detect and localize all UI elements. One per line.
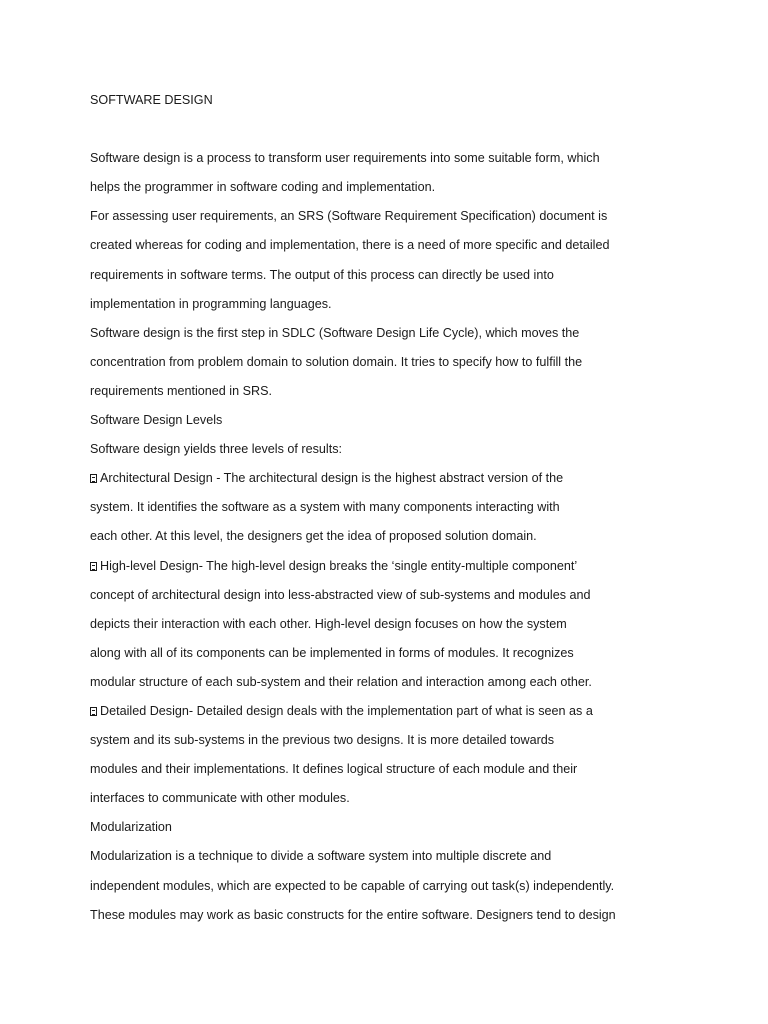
text-line: requirements mentioned in SRS.: [90, 383, 273, 398]
text-line: Software design is a process to transform user requirements into some suitable form, which: [90, 151, 600, 166]
missing-glyph-bullet-icon: [90, 474, 97, 483]
text-line: concept of architectural design into less-abstracted view of sub-systems and modules and: [90, 587, 591, 602]
text-line: Software design is the first step in SDLC (Software Design Life Cycle), which moves the: [90, 325, 580, 340]
text-line: For assessing user requirements, an SRS (Software Requirement Specification) document is: [90, 209, 608, 224]
text-line: modules and their implementations. It defines logical structure of each module and their: [90, 762, 578, 777]
text-line: each other. At this level, the designers get the idea of proposed solution domain.: [90, 529, 537, 544]
text-line: interfaces to communicate with other modules.: [90, 791, 350, 806]
bullet-line: [90, 697, 650, 726]
document-body: [90, 86, 650, 930]
text-line: requirements in software terms. The output of this process can directly be used into: [90, 267, 554, 282]
text-line: Software design yields three levels of results:: [90, 442, 342, 457]
missing-glyph-bullet-icon: [90, 562, 97, 571]
bullet-text: Architectural Design - The architectural design is the highest abstract version of the: [100, 471, 564, 486]
text-line: depicts their interaction with each other. High-level design focuses on how the system: [90, 616, 567, 631]
bullet-text: Detailed Design- Detailed design deals with the implementation part of what is seen as a: [100, 703, 593, 718]
bullet-line: [90, 464, 650, 493]
text-line: concentration from problem domain to solution domain. It tries to specify how to fulfill the: [90, 354, 583, 369]
bullet-line: [90, 552, 650, 581]
text-line: modular structure of each sub-system and their relation and interaction among each other.: [90, 674, 592, 689]
document-title: SOFTWARE DESIGN: [90, 93, 213, 107]
text-line: independent modules, which are expected to be capable of carrying out task(s) independently.: [90, 878, 615, 893]
text-line: These modules may work as basic constructs for the entire software. Designers tend to design: [90, 907, 616, 922]
text-line: system. It identifies the software as a system with many components interacting with: [90, 500, 560, 515]
bullet-text: High-level Design- The high-level design breaks the ‘single entity-multiple component’: [100, 558, 578, 573]
text-line: Modularization is a technique to divide a software system into multiple discrete and: [90, 849, 552, 864]
text-line: created whereas for coding and implementation, there is a need of more specific and detailed: [90, 238, 610, 253]
text-line: implementation in programming languages.: [90, 296, 332, 311]
text-line: system and its sub-systems in the previous two designs. It is more detailed towards: [90, 733, 555, 748]
text-line: along with all of its components can be implemented in forms of modules. It recognizes: [90, 645, 574, 660]
section-heading: Software Design Levels: [90, 413, 223, 428]
section-heading: Modularization: [90, 820, 172, 835]
text-line: helps the programmer in software coding and implementation.: [90, 180, 436, 195]
missing-glyph-bullet-icon: [90, 707, 97, 716]
